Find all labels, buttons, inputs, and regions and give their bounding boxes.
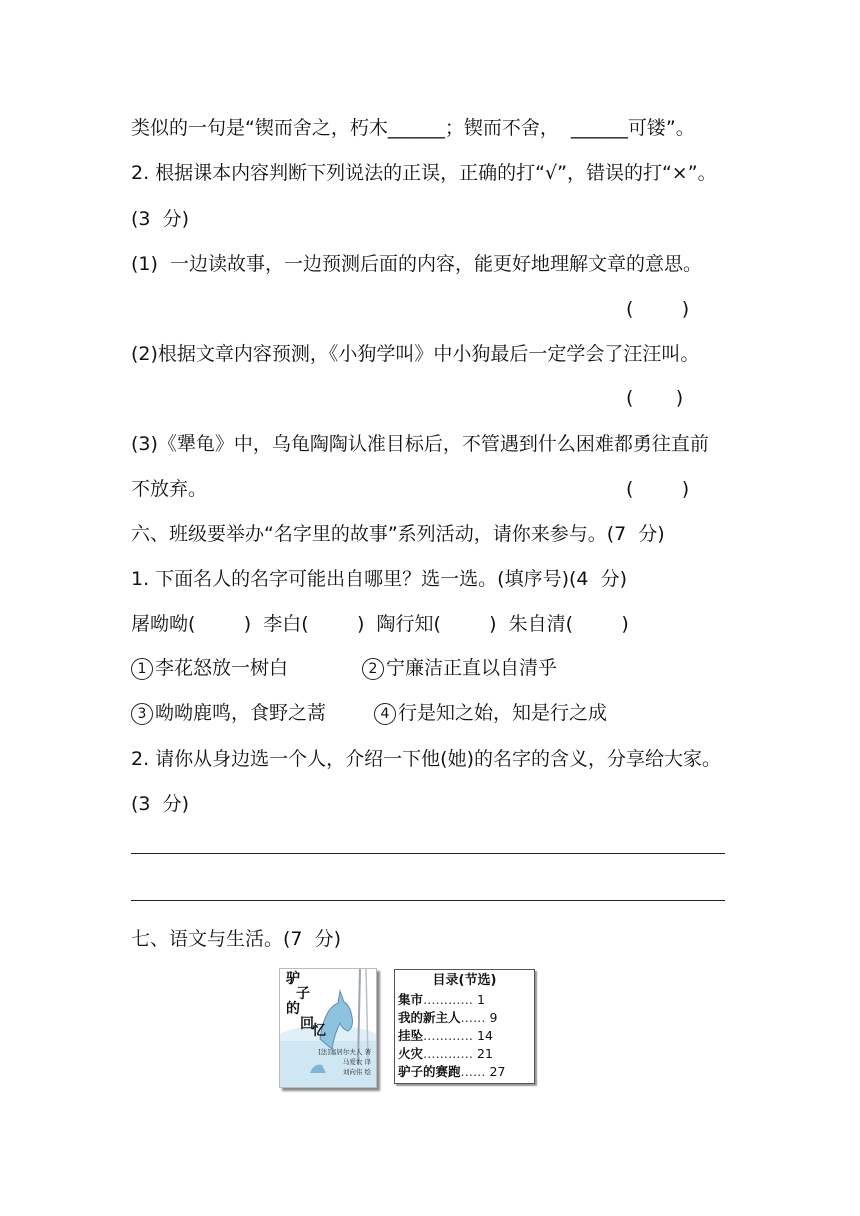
- toc-entry-name: 火灾: [398, 1046, 424, 1061]
- toc-leader: ……: [460, 1064, 486, 1079]
- question-2-score: (3 分): [131, 208, 189, 230]
- option-number: 1: [131, 658, 153, 680]
- toc-entry-name: 集市: [398, 992, 424, 1007]
- answer-line-2[interactable]: [131, 900, 725, 901]
- toc-leader: …………: [423, 1028, 474, 1043]
- question-2-prompt: 2. 根据课本内容判断下列说法的正误，正确的打“√”，错误的打“×”。: [131, 162, 717, 184]
- toc-entry: [398, 1009, 530, 1026]
- cover-title-char: 子: [296, 986, 310, 1002]
- cover-title-char: 忆: [312, 1023, 326, 1039]
- toc-leader: ……: [460, 1010, 486, 1025]
- toc-entry: [398, 1063, 530, 1080]
- cover-title-char: 回: [300, 1016, 314, 1032]
- option-text: 呦呦鹿鸣，食野之蒿: [155, 702, 327, 724]
- cover-title-char: 驴: [286, 971, 300, 987]
- answer-blank-2[interactable]: ( ): [626, 387, 684, 409]
- option-number: 4: [374, 703, 396, 725]
- toc-entry-name: 驴子的赛跑: [398, 1064, 461, 1079]
- section-6-heading: 六、班级要举办“名字里的故事”系列活动，请你来参与。(7 分): [131, 523, 665, 545]
- toc-leader: …………: [423, 1046, 474, 1061]
- toc-entry: [398, 1045, 530, 1062]
- cover-author: [法]塞居尔夫人 著 马爱农 译 刘向伟 绘: [318, 1048, 371, 1076]
- option-4: [374, 699, 607, 727]
- toc-page: 9: [489, 1010, 498, 1025]
- statement-1: (1) 一边读故事，一边预测后面的内容，能更好地理解文章的意思。: [131, 253, 702, 275]
- statement-3: (3)《犟龟》中，乌龟陶陶认准目标后，不管遇到什么困难都勇往直前: [131, 433, 709, 455]
- answer-blank-3[interactable]: ( ): [626, 478, 690, 500]
- option-text: 宁廉洁正直以自清乎: [386, 657, 558, 679]
- option-2: [362, 654, 557, 682]
- toc-entry-name: 我的新主人: [398, 1010, 461, 1025]
- option-text: 李花怒放一树白: [155, 657, 289, 679]
- answer-line-1[interactable]: [131, 853, 725, 854]
- text-line-1: 类似的一句是“锲而舍之，朽木______；锲而不舍， ______可镂”。: [131, 117, 695, 139]
- toc-entry: [398, 1027, 530, 1044]
- cover-title: [286, 971, 326, 1039]
- names-answer-row[interactable]: 屠呦呦( ) 李白( ) 陶行知( ) 朱自清( ): [131, 613, 629, 635]
- cover-title-char: 的: [286, 1001, 300, 1017]
- toc-title: 目录(节选): [432, 973, 497, 988]
- option-text: 行是知之始，知是行之成: [398, 702, 608, 724]
- toc-leader: …………: [423, 992, 474, 1007]
- question-6-1-prompt: 1. 下面名人的名字可能出自哪里？选一选。(填序号)(4 分): [131, 568, 627, 590]
- option-number: 2: [362, 658, 384, 680]
- question-6-2-prompt: 2. 请你从身边选一个人，介绍一下他(她)的名字的含义，分享给大家。: [131, 748, 721, 770]
- table-of-contents: [394, 969, 535, 1084]
- answer-blank-1[interactable]: ( ): [626, 298, 690, 320]
- toc-entry: [398, 991, 530, 1008]
- book-cover-image: [279, 968, 377, 1088]
- section-7-heading: 七、语文与生活。(7 分): [131, 928, 341, 950]
- toc-page: 21: [477, 1046, 493, 1061]
- question-6-2-score: (3 分): [131, 793, 189, 815]
- toc-page: 14: [477, 1028, 493, 1043]
- option-number: 3: [131, 703, 153, 725]
- option-3: [131, 699, 326, 727]
- toc-entry-name: 挂坠: [398, 1028, 424, 1043]
- toc-page: 27: [489, 1064, 506, 1079]
- option-1: [131, 654, 288, 682]
- statement-2: (2)根据文章内容预测，《小狗学叫》中小狗最后一定学会了汪汪叫。: [131, 343, 700, 365]
- toc-page: 1: [477, 992, 485, 1007]
- statement-3-cont: 不放弃。: [131, 478, 208, 500]
